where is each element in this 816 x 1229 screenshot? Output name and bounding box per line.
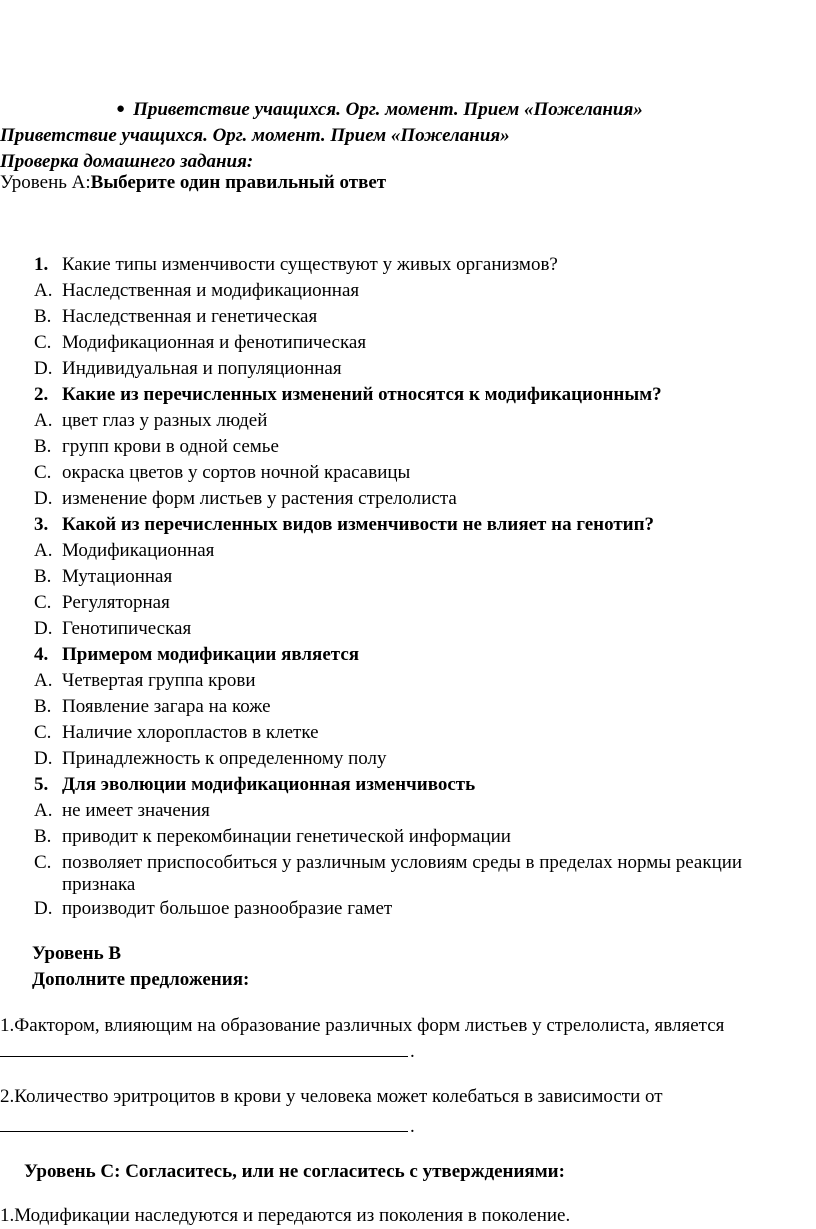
question (0, 514, 816, 538)
option (0, 748, 816, 772)
option-letter: A. (34, 280, 53, 301)
question-number: 3. (34, 514, 49, 535)
option-text: Индивидуальная и популяционная (62, 358, 342, 379)
option-letter: B. (34, 306, 52, 327)
option (0, 670, 816, 694)
option-letter: D. (34, 488, 53, 509)
question-text: Для эволюции модификационная изменчивость (62, 774, 476, 795)
option-letter: D. (34, 358, 53, 379)
answer-blank[interactable] (0, 1131, 408, 1132)
question (0, 774, 816, 798)
option-letter: C. (34, 332, 52, 353)
option-text: не имеет значения (62, 800, 210, 821)
option-letter: B. (34, 696, 52, 717)
level-b-task: Дополните предложения: (32, 969, 250, 990)
level-a-heading (0, 173, 386, 192)
option-continuation (0, 874, 816, 898)
option (0, 306, 816, 330)
option-text: приводит к перекомбинации генетической информации (62, 826, 511, 847)
option (0, 410, 816, 434)
question-number: 5. (34, 774, 49, 795)
option (0, 332, 816, 356)
option (0, 358, 816, 382)
option-letter: A. (34, 800, 53, 821)
option (0, 280, 816, 304)
option-text: Модификационная и фенотипическая (62, 332, 367, 353)
option-text: Генотипическая (62, 618, 192, 639)
option-text: позволяет приспособиться у различным условиям среды в пределах нормы реакции (62, 852, 743, 873)
option (0, 826, 816, 850)
option-text: Регуляторная (62, 592, 170, 613)
sentence-end: . (410, 1041, 415, 1062)
bullet-icon: ● (116, 101, 126, 117)
option-text: Наследственная и генетическая (62, 306, 318, 327)
fill-in-sentence: 1.Фактором, влияющим на образование различных форм листьев у стрелолиста, является (0, 1015, 725, 1036)
option (0, 566, 816, 590)
option-text: Мутационная (62, 566, 173, 587)
option-letter: A. (34, 410, 53, 431)
question-text: Какой из перечисленных видов изменчивости не влияет на генотип? (62, 514, 655, 535)
option (0, 722, 816, 746)
option-text: Появление загара на коже (62, 696, 271, 717)
question (0, 254, 816, 278)
option (0, 436, 816, 460)
question-text: Примером модификации является (62, 644, 360, 665)
question-text: Какие из перечисленных изменений относятся к модификационным? (62, 384, 662, 405)
option-letter: A. (34, 540, 53, 561)
option (0, 800, 816, 824)
option-letter: B. (34, 826, 52, 847)
heading-homework: Проверка домашнего задания: (0, 151, 254, 172)
question-number: 1. (34, 254, 49, 275)
option-text: производит большое разнообразие гамет (62, 898, 393, 919)
level-a-prefix: Уровень А: (0, 172, 91, 193)
option-text: Модификационная (62, 540, 215, 561)
bullet-heading (116, 100, 643, 119)
option-text: Наследственная и модификационная (62, 280, 360, 301)
question (0, 384, 816, 408)
answer-blank[interactable] (0, 1056, 408, 1057)
bullet-heading-text: Приветствие учащихся. Орг. момент. Прием «Пожелания» (133, 99, 643, 120)
option (0, 462, 816, 486)
option-letter: C. (34, 722, 52, 743)
option (0, 898, 816, 922)
option (0, 696, 816, 720)
question-number: 2. (34, 384, 49, 405)
option (0, 592, 816, 616)
option-letter: B. (34, 566, 52, 587)
question-text: Какие типы изменчивости существуют у живых организмов? (62, 254, 558, 275)
option (0, 852, 816, 876)
question (0, 644, 816, 668)
option-text: окраска цветов у сортов ночной красавицы (62, 462, 411, 483)
question-number: 4. (34, 644, 49, 665)
level-c-title: Уровень С: Согласитесь, или не согласитесь с утверждениями: (24, 1161, 565, 1182)
option-letter: D. (34, 618, 53, 639)
option-letter: D. (34, 898, 53, 919)
option-text: Четвертая группа крови (62, 670, 256, 691)
option-text: Наличие хлоропластов в клетке (62, 722, 319, 743)
option-text: изменение форм листьев у растения стрелолиста (62, 488, 457, 509)
option-text: Принадлежность к определенному полу (62, 748, 387, 769)
option-letter: A. (34, 670, 53, 691)
sentence-end: . (410, 1116, 415, 1137)
fill-in-sentence: 2.Количество эритроцитов в крови у человека может колебаться в зависимости от (0, 1086, 663, 1107)
level-a-task: Выберите один правильный ответ (90, 172, 387, 193)
option (0, 540, 816, 564)
option-text: групп крови в одной семье (62, 436, 279, 457)
option-letter: B. (34, 436, 52, 457)
option-letter: C. (34, 592, 52, 613)
option (0, 488, 816, 512)
option (0, 618, 816, 642)
heading-line-2: Приветствие учащихся. Орг. момент. Прием «Пожелания» (0, 125, 510, 146)
level-b-title: Уровень В (32, 943, 122, 964)
option-letter: C. (34, 462, 52, 483)
option-letter: C. (34, 852, 52, 873)
option-text: признака (62, 874, 136, 895)
option-letter: D. (34, 748, 53, 769)
option-text: цвет глаз у разных людей (62, 410, 268, 431)
statement: 1.Модификации наследуются и передаются из поколения в поколение. (0, 1205, 571, 1226)
